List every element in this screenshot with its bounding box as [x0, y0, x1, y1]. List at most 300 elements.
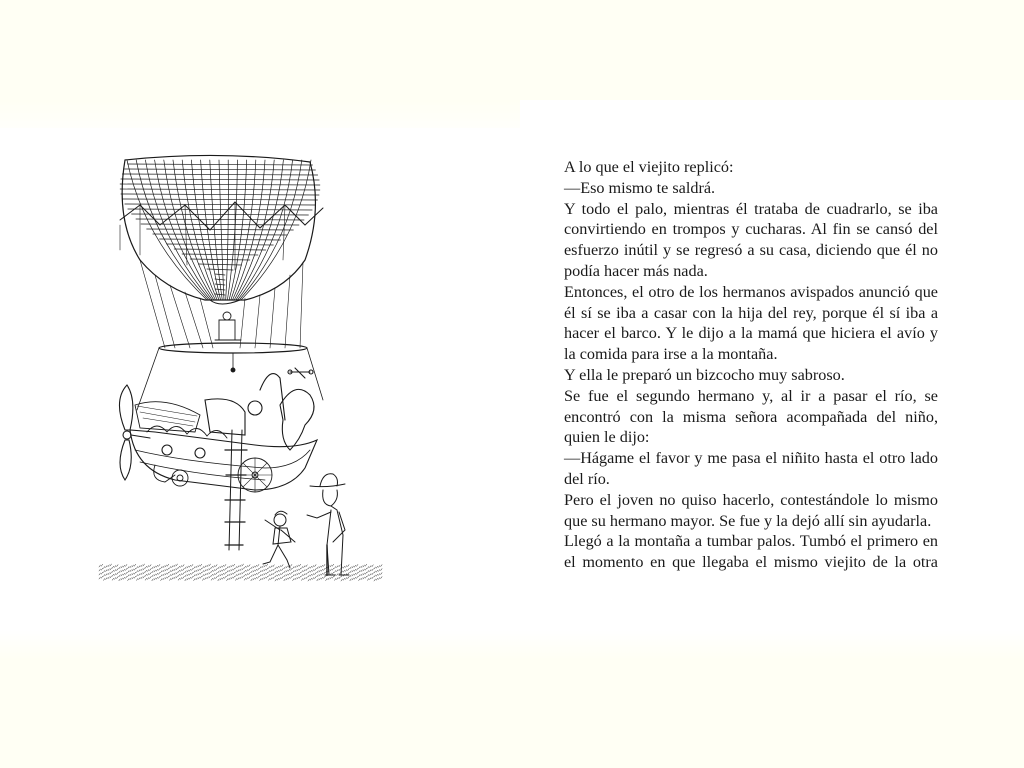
grass-stroke	[167, 576, 169, 578]
grass-stroke	[185, 575, 187, 577]
grass-stroke	[139, 566, 141, 568]
grass-stroke	[180, 577, 182, 579]
grass-stroke	[363, 565, 365, 567]
grass-stroke	[154, 574, 156, 576]
grass-stroke	[101, 564, 103, 566]
grass-stroke	[367, 566, 369, 568]
grass-stroke	[227, 571, 229, 573]
grass-stroke	[235, 570, 237, 572]
grass-stroke	[101, 572, 103, 574]
grass-stroke	[163, 574, 165, 576]
grass-stroke	[158, 564, 160, 566]
grass-stroke	[238, 574, 240, 576]
grass-stroke	[271, 574, 273, 576]
balloon-net-line	[215, 279, 225, 280]
grass-stroke	[299, 568, 301, 570]
grass-stroke	[136, 574, 138, 576]
grass-stroke	[106, 574, 108, 576]
grass-stroke	[378, 565, 380, 567]
grass-stroke	[169, 566, 171, 568]
grass-stroke	[125, 572, 127, 574]
grass-stroke	[249, 577, 251, 579]
grass-stroke	[211, 566, 213, 568]
grass-stroke	[249, 569, 251, 571]
grass-stroke	[315, 573, 317, 575]
grass-stroke	[125, 564, 127, 566]
boy-figure	[263, 511, 295, 568]
grass-stroke	[165, 577, 167, 579]
grass-stroke	[260, 571, 262, 573]
grass-stroke	[128, 575, 130, 577]
grass-stroke	[339, 565, 341, 567]
grass-stroke	[376, 570, 378, 572]
grass-stroke	[321, 573, 323, 575]
grass-stroke	[363, 577, 365, 579]
grass-stroke	[132, 565, 134, 567]
paragraph: A lo que el viejito replicó:	[564, 158, 734, 176]
grass-stroke	[370, 578, 372, 580]
grass-stroke	[143, 572, 145, 574]
balloon-net-line	[164, 160, 214, 300]
paragraph: Entonces, el otro de los hermanos avispados anunció que él sí se iba a casar con la hija del rey, porque él sí iba a hacer el barco. Y le dijo a la mamá que hiciera el avío y la comida para irse a la montaña.	[564, 282, 938, 364]
grass-stroke	[244, 578, 246, 580]
grass-stroke	[244, 566, 246, 568]
grass-stroke	[121, 578, 123, 580]
grass-stroke	[196, 574, 198, 576]
grass-stroke	[277, 574, 279, 576]
grass-stroke	[277, 570, 279, 572]
grass-stroke	[220, 574, 222, 576]
grass-stroke	[141, 565, 143, 567]
grass-stroke	[132, 569, 134, 571]
grass-stroke	[143, 568, 145, 570]
grass-stroke	[238, 566, 240, 568]
grass-stroke	[297, 565, 299, 567]
grass-stroke	[251, 575, 253, 577]
grass-stroke	[108, 577, 110, 579]
grass-stroke	[154, 566, 156, 568]
grass-stroke	[279, 577, 281, 579]
grass-stroke	[277, 578, 279, 580]
grass-stroke	[156, 573, 158, 575]
balloon-net-line	[207, 269, 233, 270]
grass-stroke	[308, 579, 310, 581]
grass-stroke	[262, 566, 264, 568]
grass-stroke	[119, 579, 121, 581]
grass-stroke	[172, 566, 174, 568]
grass-stroke	[275, 575, 277, 577]
pilot-figure	[215, 312, 241, 340]
grass-stroke	[317, 579, 319, 581]
grass-stroke	[323, 576, 325, 578]
grass-stroke	[185, 579, 187, 581]
grass-stroke	[293, 579, 295, 581]
grass-stroke	[374, 575, 376, 577]
grass-stroke	[301, 570, 303, 572]
grass-stroke	[288, 569, 290, 571]
grass-stroke	[266, 572, 268, 574]
grass-stroke	[176, 576, 178, 578]
grass-stroke	[163, 570, 165, 572]
grass-stroke	[242, 576, 244, 578]
paragraph: —Eso mismo te saldrá.	[564, 178, 716, 197]
grass-stroke	[297, 577, 299, 579]
grass-stroke	[185, 571, 187, 573]
grass-stroke	[191, 572, 193, 574]
grass-stroke	[99, 573, 101, 575]
grass-stroke	[284, 567, 286, 569]
grass-stroke	[319, 574, 321, 576]
grass-stroke	[231, 569, 233, 571]
grass-stroke	[222, 569, 224, 571]
grass-stroke	[194, 575, 196, 577]
grass-stroke	[218, 567, 220, 569]
grass-stroke	[152, 571, 154, 573]
grass-stroke	[275, 579, 277, 581]
grass-stroke	[167, 568, 169, 570]
grass-stroke	[128, 579, 130, 581]
grass-stroke	[315, 565, 317, 567]
grass-stroke	[158, 568, 160, 570]
grass-stroke	[112, 578, 114, 580]
grass-stroke	[136, 570, 138, 572]
grass-stroke	[99, 569, 101, 571]
grass-stroke	[136, 566, 138, 568]
grass-stroke	[178, 574, 180, 576]
grass-stroke	[341, 579, 343, 581]
grass-stroke	[185, 567, 187, 569]
grass-stroke	[205, 574, 207, 576]
grass-stroke	[282, 577, 284, 579]
grass-stroke	[134, 564, 136, 566]
propeller	[119, 385, 150, 480]
grass-stroke	[374, 567, 376, 569]
grass-stroke	[361, 570, 363, 572]
grass-stroke	[312, 569, 314, 571]
grass-stroke	[194, 571, 196, 573]
grass-stroke	[112, 574, 114, 576]
grass-stroke	[235, 574, 237, 576]
grass-stroke	[163, 578, 165, 580]
grass-stroke	[326, 579, 328, 581]
grass-stroke	[255, 565, 257, 567]
ship-hull	[130, 368, 317, 490]
grass-stroke	[315, 569, 317, 571]
grass-stroke	[242, 568, 244, 570]
grass-stroke	[284, 571, 286, 573]
balloon-net-line	[125, 169, 316, 170]
grass-stroke	[240, 577, 242, 579]
grass-stroke	[178, 570, 180, 572]
grass-stroke	[207, 569, 209, 571]
grass-stroke	[374, 579, 376, 581]
grass-stroke	[251, 579, 253, 581]
grass-stroke	[321, 577, 323, 579]
grass-stroke	[363, 573, 365, 575]
paragraph: Llegó a la montaña a tumbar palos. Tumbó el primero en el momento en que llegaba el mismo viejito de la otra	[564, 532, 938, 572]
grass-stroke	[180, 569, 182, 571]
grass-stroke	[216, 573, 218, 575]
grass-stroke	[348, 573, 350, 575]
grass-stroke	[169, 574, 171, 576]
grass-stroke	[257, 572, 259, 574]
grass-stroke	[209, 576, 211, 578]
grass-stroke	[352, 574, 354, 576]
grass-stroke	[103, 578, 105, 580]
grass-stroke	[345, 565, 347, 567]
grass-stroke	[255, 569, 257, 571]
grass-stroke	[372, 565, 374, 567]
grass-stroke	[378, 569, 380, 571]
grass-stroke	[174, 565, 176, 567]
grass-stroke	[229, 574, 231, 576]
grass-stroke	[277, 566, 279, 568]
grass-stroke	[156, 565, 158, 567]
grass-stroke	[114, 577, 116, 579]
grass-stroke	[367, 570, 369, 572]
grass-stroke	[288, 573, 290, 575]
grass-ground	[99, 564, 382, 581]
grass-stroke	[108, 573, 110, 575]
grass-stroke	[189, 577, 191, 579]
grass-stroke	[301, 578, 303, 580]
grass-stroke	[139, 574, 141, 576]
grass-stroke	[110, 564, 112, 566]
grass-stroke	[352, 578, 354, 580]
grass-stroke	[209, 568, 211, 570]
grass-stroke	[319, 578, 321, 580]
grass-stroke	[350, 567, 352, 569]
grass-stroke	[253, 566, 255, 568]
grass-stroke	[130, 570, 132, 572]
grass-stroke	[299, 572, 301, 574]
paragraph: Se fue el segundo hermano y, al ir a pasar el río, se encontró con la misma señora acompañada del niño, quien le dijo:	[564, 386, 938, 447]
grass-stroke	[339, 569, 341, 571]
grass-stroke	[271, 570, 273, 572]
grass-stroke	[117, 565, 119, 567]
grass-stroke	[253, 578, 255, 580]
grass-stroke	[222, 577, 224, 579]
grass-stroke	[356, 568, 358, 570]
grass-stroke	[110, 576, 112, 578]
grass-stroke	[365, 576, 367, 578]
grass-stroke	[297, 569, 299, 571]
grass-stroke	[308, 575, 310, 577]
grass-stroke	[262, 574, 264, 576]
grass-stroke	[125, 576, 127, 578]
grass-stroke	[317, 571, 319, 573]
grass-stroke	[114, 573, 116, 575]
grass-stroke	[293, 571, 295, 573]
grass-stroke	[255, 573, 257, 575]
grass-stroke	[273, 577, 275, 579]
balloon-net-line	[174, 249, 266, 250]
paragraph: Y todo el palo, mientras él trataba de cuadrarlo, se iba convirtiendo en trompos y cucharas. Al fin se cansó del esfuerzo inútil y se regresó a su casa, diciendo que él no podía hacer más nada.	[564, 199, 938, 280]
grass-stroke	[101, 576, 103, 578]
grass-stroke	[264, 573, 266, 575]
grass-stroke	[180, 573, 182, 575]
grass-stroke	[106, 570, 108, 572]
grass-stroke	[268, 574, 270, 576]
grass-stroke	[147, 577, 149, 579]
grass-stroke	[330, 569, 332, 571]
grass-stroke	[183, 565, 185, 567]
grass-stroke	[134, 568, 136, 570]
grass-stroke	[374, 571, 376, 573]
grass-stroke	[132, 573, 134, 575]
grass-stroke	[334, 566, 336, 568]
grass-stroke	[224, 572, 226, 574]
grass-stroke	[174, 569, 176, 571]
grass-stroke	[207, 565, 209, 567]
grass-stroke	[119, 567, 121, 569]
grass-stroke	[350, 571, 352, 573]
grass-stroke	[235, 578, 237, 580]
grass-stroke	[211, 578, 213, 580]
grass-stroke	[227, 575, 229, 577]
grass-stroke	[139, 570, 141, 572]
grass-stroke	[229, 578, 231, 580]
grass-stroke	[361, 578, 363, 580]
grass-stroke	[257, 564, 259, 566]
grass-stroke	[114, 565, 116, 567]
grass-stroke	[337, 578, 339, 580]
grass-stroke	[253, 574, 255, 576]
grass-stroke	[147, 569, 149, 571]
grass-stroke	[354, 565, 356, 567]
grass-stroke	[112, 566, 114, 568]
grass-stroke	[367, 574, 369, 576]
grass-stroke	[297, 573, 299, 575]
grass-stroke	[141, 569, 143, 571]
grass-stroke	[304, 570, 306, 572]
grass-stroke	[352, 570, 354, 572]
grass-stroke	[337, 570, 339, 572]
grass-stroke	[343, 578, 345, 580]
grass-stroke	[304, 574, 306, 576]
grass-stroke	[218, 571, 220, 573]
grass-stroke	[354, 573, 356, 575]
grass-stroke	[150, 569, 152, 571]
grass-stroke	[231, 577, 233, 579]
grass-stroke	[145, 566, 147, 568]
grass-stroke	[240, 569, 242, 571]
grass-stroke	[161, 567, 163, 569]
grass-stroke	[312, 573, 314, 575]
grass-stroke	[112, 570, 114, 572]
balloon-net-line	[190, 259, 250, 260]
grass-stroke	[158, 576, 160, 578]
grass-stroke	[246, 573, 248, 575]
grass-stroke	[308, 571, 310, 573]
grass-stroke	[183, 573, 185, 575]
grass-stroke	[279, 569, 281, 571]
grass-stroke	[310, 570, 312, 572]
grass-stroke	[145, 574, 147, 576]
grass-stroke	[249, 565, 251, 567]
grass-stroke	[194, 567, 196, 569]
grass-stroke	[286, 566, 288, 568]
grass-stroke	[381, 577, 383, 579]
grass-stroke	[176, 572, 178, 574]
grass-stroke	[260, 567, 262, 569]
grass-stroke	[246, 565, 248, 567]
grass-stroke	[323, 572, 325, 574]
grass-stroke	[183, 577, 185, 579]
grass-stroke	[211, 574, 213, 576]
grass-stroke	[251, 567, 253, 569]
grass-stroke	[194, 579, 196, 581]
grass-stroke	[163, 566, 165, 568]
grass-stroke	[376, 574, 378, 576]
grass-stroke	[121, 566, 123, 568]
grass-stroke	[332, 564, 334, 566]
grass-stroke	[284, 575, 286, 577]
grass-stroke	[235, 566, 237, 568]
grass-stroke	[172, 574, 174, 576]
grass-stroke	[286, 570, 288, 572]
grass-stroke	[378, 573, 380, 575]
grass-stroke	[328, 578, 330, 580]
grass-stroke	[103, 570, 105, 572]
grass-stroke	[348, 569, 350, 571]
grass-stroke	[128, 567, 130, 569]
grass-stroke	[110, 572, 112, 574]
grass-stroke	[378, 577, 380, 579]
grass-stroke	[189, 565, 191, 567]
paragraph: Y ella le preparó un bizcocho muy sabroso.	[564, 365, 845, 384]
grass-stroke	[211, 570, 213, 572]
grass-stroke	[202, 574, 204, 576]
grass-stroke	[246, 569, 248, 571]
grass-stroke	[231, 573, 233, 575]
grass-stroke	[189, 573, 191, 575]
grass-stroke	[200, 576, 202, 578]
grass-stroke	[150, 577, 152, 579]
grass-stroke	[130, 574, 132, 576]
balloon-net-line	[147, 229, 294, 230]
grass-stroke	[154, 578, 156, 580]
grass-stroke	[381, 569, 383, 571]
grass-stroke	[271, 566, 273, 568]
grass-stroke	[332, 568, 334, 570]
grass-stroke	[147, 565, 149, 567]
grass-stroke	[323, 564, 325, 566]
old-man-figure	[307, 474, 349, 575]
grass-stroke	[286, 574, 288, 576]
grass-stroke	[286, 578, 288, 580]
grass-stroke	[323, 568, 325, 570]
grass-stroke	[187, 578, 189, 580]
grass-stroke	[381, 565, 383, 567]
grass-stroke	[108, 565, 110, 567]
grass-stroke	[365, 568, 367, 570]
grass-stroke	[178, 578, 180, 580]
story-text	[564, 157, 938, 573]
grass-stroke	[117, 569, 119, 571]
grass-stroke	[213, 565, 215, 567]
grass-stroke	[343, 570, 345, 572]
grass-stroke	[290, 576, 292, 578]
grass-stroke	[139, 578, 141, 580]
grass-stroke	[156, 577, 158, 579]
grass-stroke	[282, 565, 284, 567]
grass-stroke	[308, 567, 310, 569]
grass-stroke	[216, 565, 218, 567]
grass-stroke	[343, 566, 345, 568]
balloon-net-line	[160, 239, 281, 240]
grass-stroke	[150, 573, 152, 575]
